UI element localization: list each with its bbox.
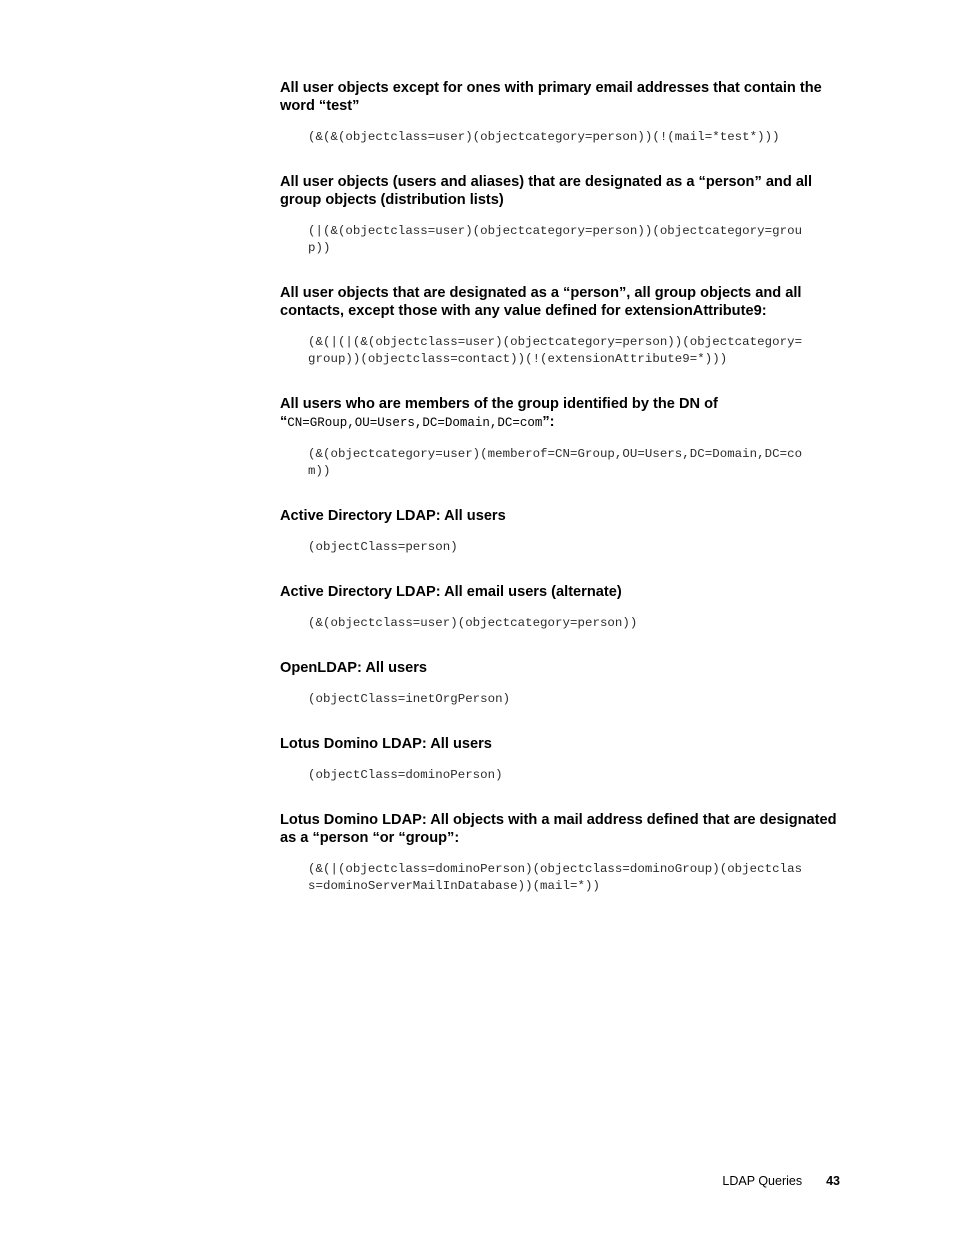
page-footer (0, 1174, 840, 1189)
query-code: (&(|(objectclass=dominoPerson)(objectclass=dominoGroup)(objectclas s=dominoServerMailInDatabase))(mail=*)) (308, 862, 803, 893)
page-number: 43 (826, 1174, 840, 1188)
query-code: (objectClass=inetOrgPerson) (308, 692, 511, 706)
query-entry-exclude-test (280, 79, 840, 146)
query-entry-users-and-groups (280, 173, 840, 257)
query-entry-openldap-users (280, 659, 840, 708)
query-heading: OpenLDAP: All users (280, 660, 428, 676)
query-entry-domino-users (280, 735, 840, 784)
query-code: (&(&(objectclass=user)(objectcategory=person))(!(mail=*test*))) (308, 130, 780, 144)
query-heading: Lotus Domino LDAP: All users (280, 736, 492, 752)
query-heading-prefix: All users who are members of the group identified by the DN of “ (280, 396, 718, 430)
query-code: (&(|(|(&(objectclass=user)(objectcategory=person))(objectcategory= group))(objectclass=contact))(!(extensionAttribute9=*))) (308, 335, 803, 366)
query-heading: Active Directory LDAP: All users (280, 508, 506, 524)
query-entry-group-members (280, 395, 840, 480)
query-heading-dn: CN=GRoup,OU=Users,DC=Domain,DC=com (287, 416, 543, 430)
query-heading: Active Directory LDAP: All email users (alternate) (280, 584, 622, 600)
query-code: (&(objectcategory=user)(memberof=CN=Group,OU=Users,DC=Domain,DC=co m)) (308, 447, 803, 478)
document-body (280, 79, 840, 922)
query-heading: All user objects (users and aliases) that are designated as a “person” and all group objects (distribution lists) (280, 174, 813, 208)
query-entry-domino-mail-objects (280, 811, 840, 895)
query-code: (objectClass=person) (308, 540, 458, 554)
query-heading-suffix: ”: (542, 414, 555, 430)
query-heading: Lotus Domino LDAP: All objects with a mail address defined that are designated as a “person “or “group”: (280, 812, 837, 846)
query-heading: All user objects except for ones with primary email addresses that contain the word “test” (280, 80, 822, 114)
footer-section-title: LDAP Queries (722, 1174, 803, 1188)
query-code: (|(&(objectclass=user)(objectcategory=person))(objectcategory=grou p)) (308, 224, 803, 255)
query-heading: All user objects that are designated as a “person”, all group objects and all contacts, except those with any value defined for extensionAttribute9: (280, 285, 802, 319)
query-entry-ad-email-users (280, 583, 840, 632)
query-entry-users-groups-contacts (280, 284, 840, 368)
query-code: (&(objectclass=user)(objectcategory=person)) (308, 616, 638, 630)
query-entry-ad-all-users (280, 507, 840, 556)
query-heading (280, 395, 840, 432)
query-code: (objectClass=dominoPerson) (308, 768, 503, 782)
